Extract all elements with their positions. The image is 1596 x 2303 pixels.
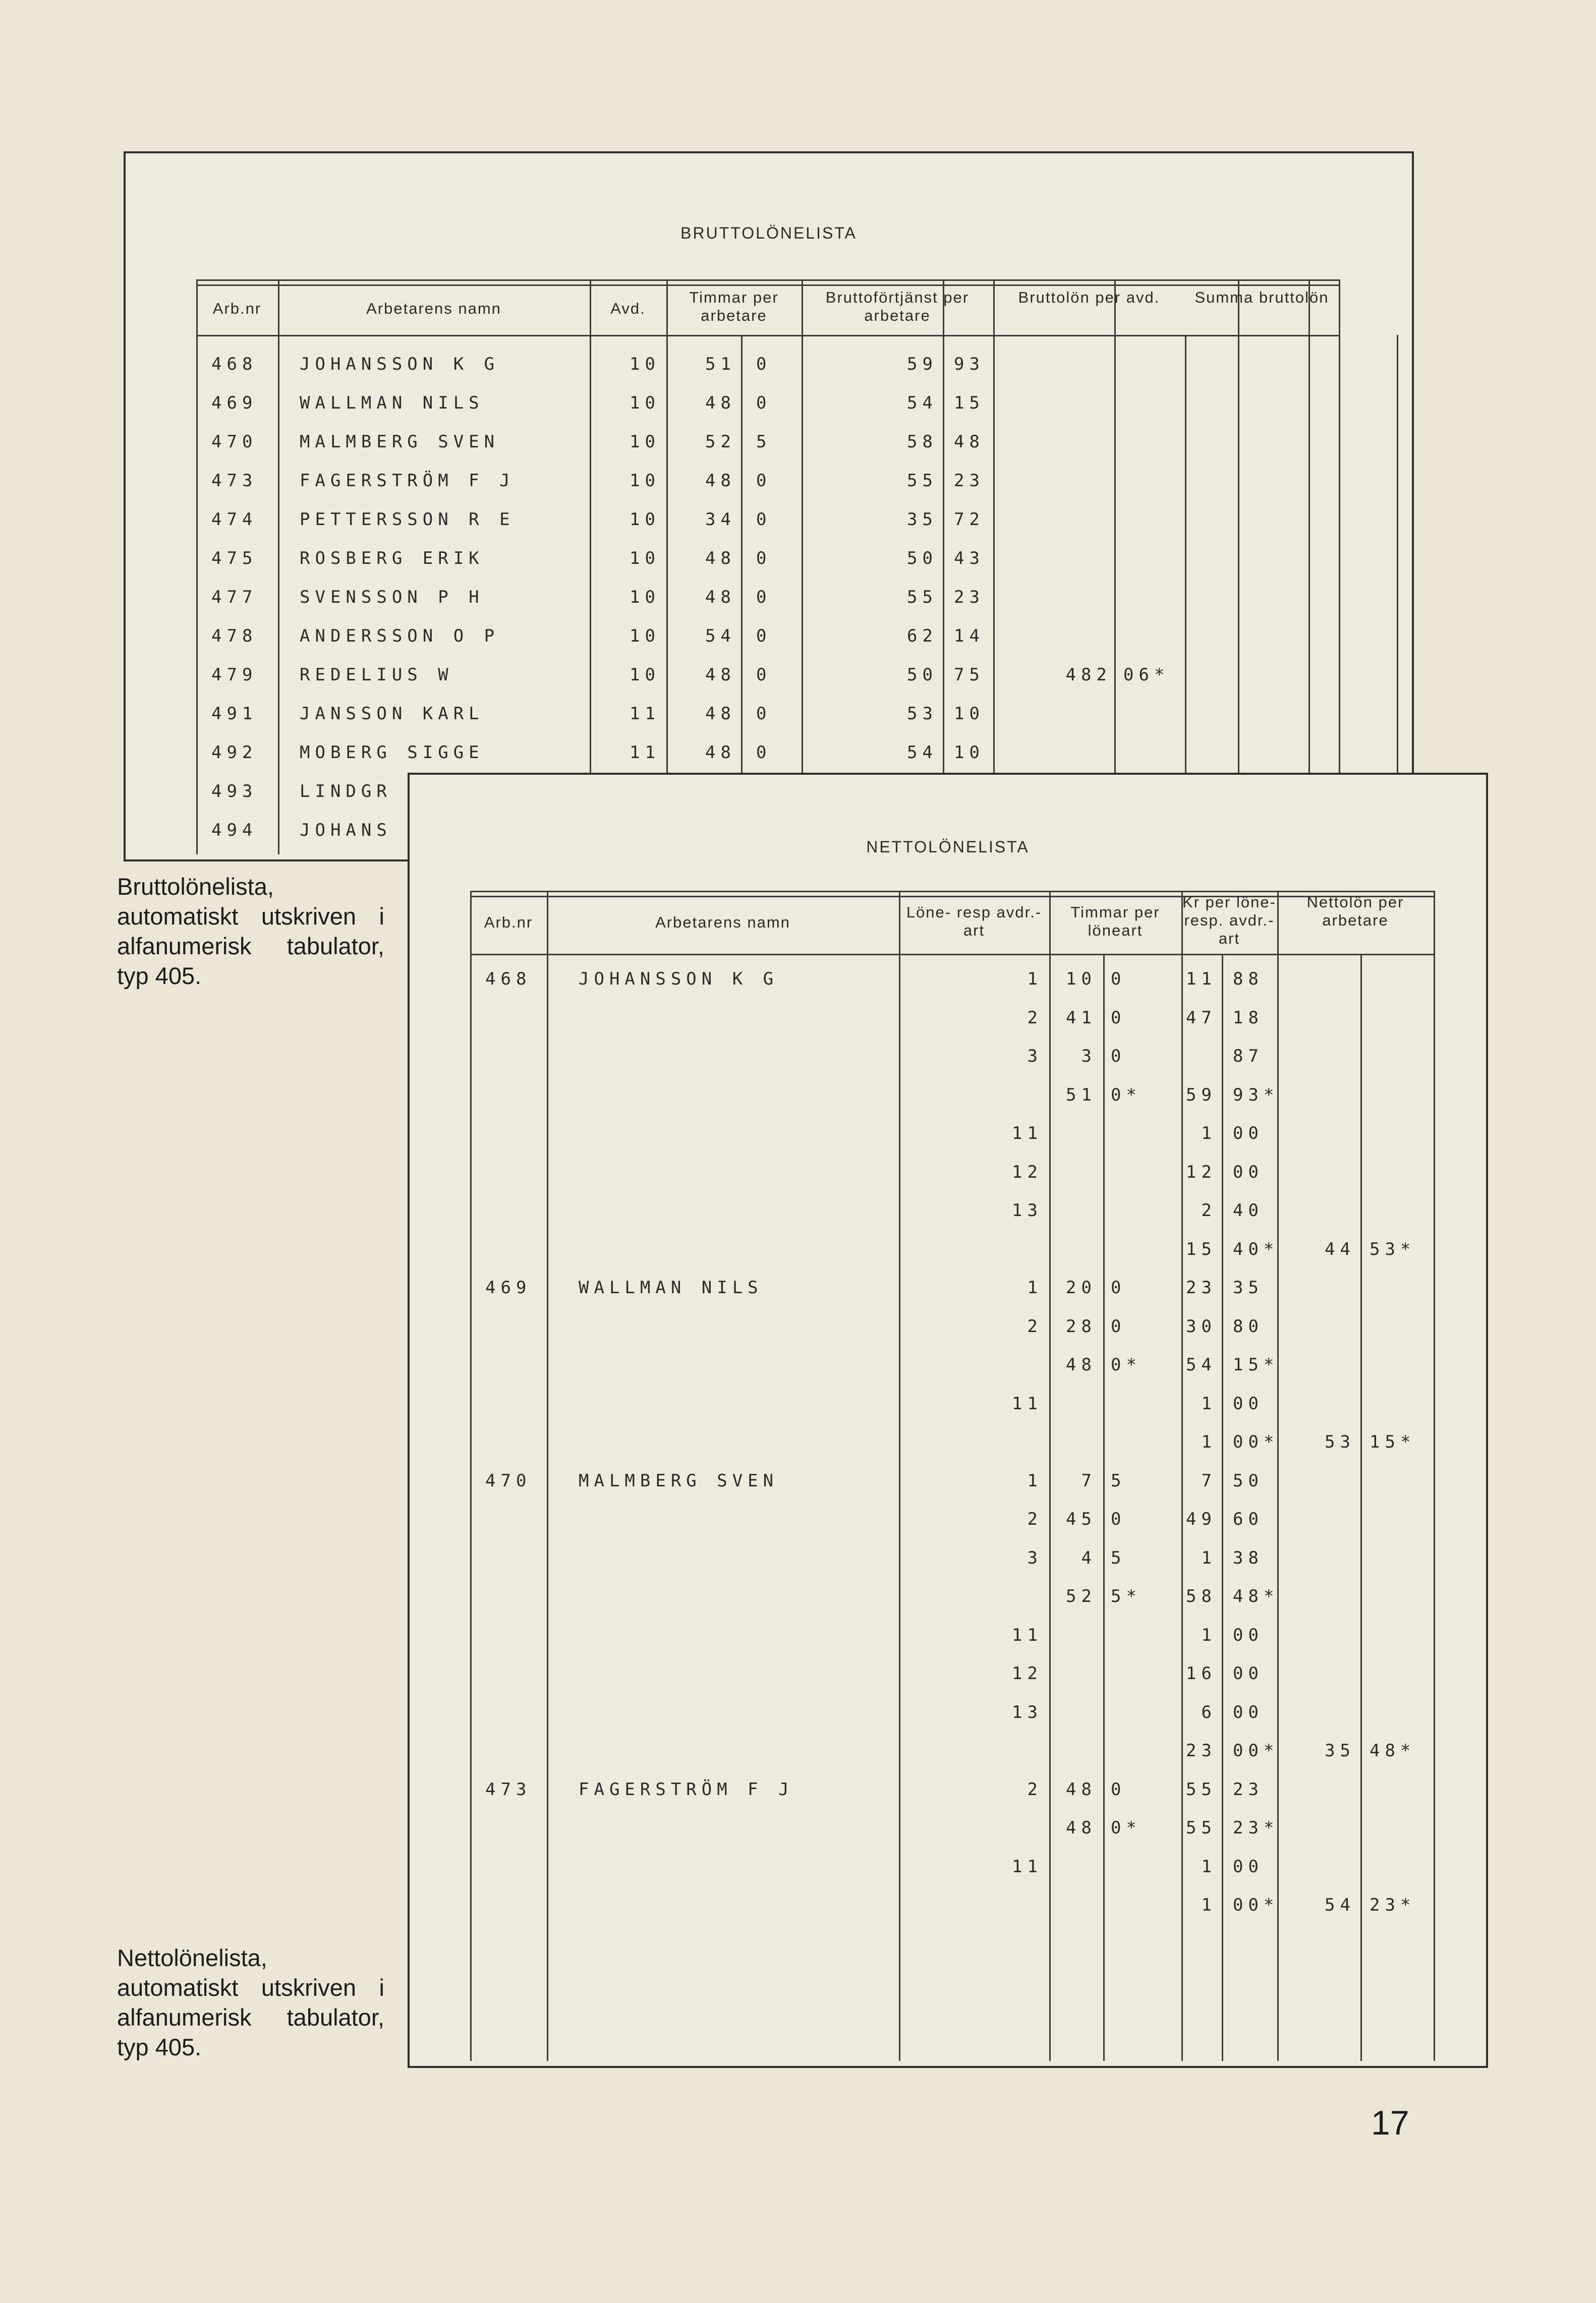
table-cell-tim: 51	[705, 354, 736, 374]
table-cell-timdec: 5	[1111, 1470, 1126, 1491]
table-cell-ore: 00	[1233, 1702, 1264, 1722]
table-cell-ore: 14	[954, 626, 985, 646]
table-cell-ore: 00	[1233, 1625, 1264, 1645]
net-sheet	[408, 773, 1488, 2068]
column-header-netto: Nettolön per arbetare	[1306, 893, 1404, 929]
table-cell-nr: 473	[211, 471, 258, 491]
column-rule	[196, 279, 198, 854]
table-cell-nr: 494	[211, 820, 258, 840]
table-cell-ore: 00	[1233, 1663, 1264, 1684]
table-cell-nr: 469	[485, 1278, 532, 1298]
table-cell-tim: 4	[1081, 1547, 1097, 1568]
gross-sheet	[124, 151, 1414, 861]
column-header-bruttofortjanst: Bruttoförtjänst per arbetare	[825, 289, 970, 324]
table-cell-ore: 00*	[1233, 1432, 1279, 1452]
table-cell-ore: 50	[1233, 1470, 1264, 1491]
table-cell-namn: JOHANSSON K G	[579, 969, 779, 989]
table-cell-namn: MALMBERG SVEN	[300, 432, 500, 452]
column-header-arbnr: Arb.nr	[484, 913, 533, 931]
table-cell-nr: 479	[211, 665, 258, 685]
table-cell-timdec: 0	[756, 587, 772, 607]
table-cell-tim: 48	[1066, 1818, 1097, 1838]
table-cell-timdec: 0*	[1111, 1818, 1142, 1838]
table-cell-namn: WALLMAN NILS	[579, 1278, 763, 1298]
table-cell-avd: 11	[630, 704, 660, 724]
column-header-arbnr: Arb.nr	[212, 300, 262, 317]
table-cell-ore: 48	[954, 432, 985, 452]
table-cell-avd: 10	[630, 509, 660, 530]
table-cell-timdec: 0	[1111, 1316, 1126, 1337]
table-cell-tim: 48	[705, 587, 736, 607]
table-cell-timdec: 0	[756, 354, 772, 374]
table-cell-kr: 58	[1186, 1586, 1217, 1606]
table-cell-kr: 12	[1186, 1162, 1217, 1182]
table-cell-kr: 1	[1201, 1625, 1217, 1645]
table-cell-nr: 473	[485, 1779, 532, 1800]
table-cell-kr: 30	[1186, 1316, 1217, 1337]
table-cell-tim: 7	[1081, 1470, 1097, 1491]
table-cell-kr: 23	[1186, 1278, 1217, 1298]
table-cell-nr: 468	[485, 969, 532, 989]
table-cell-art: 11	[1012, 1393, 1043, 1414]
table-cell-timdec: 0	[1111, 1509, 1126, 1529]
table-cell-ore: 15*	[1233, 1355, 1279, 1375]
table-cell-namn: JOHANS	[300, 820, 392, 840]
column-header-namn: Arbetarens namn	[366, 300, 501, 317]
table-cell-art: 3	[1027, 1547, 1043, 1568]
table-cell-ore: 40*	[1233, 1239, 1279, 1259]
table-cell-kr: 1	[1201, 1123, 1217, 1143]
table-cell-timdec: 0	[1111, 1007, 1126, 1028]
table-cell-tim: 28	[1066, 1316, 1097, 1337]
table-cell-tim: 3	[1081, 1046, 1097, 1066]
table-cell-ore: 60	[1233, 1509, 1264, 1529]
table-cell-art: 1	[1027, 1470, 1043, 1491]
table-cell-kr: 1	[1201, 1856, 1217, 1877]
table-cell-tim: 41	[1066, 1007, 1097, 1028]
table-cell-ore: 48*	[1233, 1586, 1279, 1606]
table-cell-kr: 54	[907, 393, 938, 413]
column-header-timmar: Timmar per löneart	[1070, 903, 1160, 939]
table-cell-nr: 492	[211, 742, 258, 763]
table-cell-art: 11	[1012, 1123, 1043, 1143]
gross-caption: Bruttolönelista, automatiskt utskriven i alfanumerisk tabulator, typ 405.	[117, 873, 384, 989]
table-cell-ore: 00	[1233, 1123, 1264, 1143]
table-cell-avd: 10	[630, 587, 660, 607]
table-cell-ore: 00	[1233, 1393, 1264, 1414]
table-top-rule	[196, 279, 1339, 281]
table-cell-tim: 54	[705, 626, 736, 646]
table-cell-kr: 1	[1201, 1432, 1217, 1452]
table-cell-ore: 87	[1233, 1046, 1264, 1066]
column-rule	[470, 891, 472, 2061]
table-cell-kr: 2	[1201, 1200, 1217, 1221]
column-header-bruttolon: Bruttolön per avd.	[1018, 289, 1160, 306]
table-cell-art: 11	[1012, 1856, 1043, 1877]
table-cell-tim: 48	[705, 548, 736, 568]
table-cell-timdec: 0*	[1111, 1084, 1142, 1105]
table-cell-kr: 7	[1201, 1470, 1217, 1491]
table-cell-art: 2	[1027, 1316, 1043, 1337]
table-cell-tim: 48	[1066, 1779, 1097, 1800]
table-cell-avd: 10	[630, 432, 660, 452]
table-cell-timdec: 0	[1111, 1046, 1126, 1066]
table-cell-ore: 23	[954, 471, 985, 491]
table-cell-tim: 34	[705, 509, 736, 530]
table-cell-ore: 88	[1233, 969, 1264, 989]
table-cell-timdec: 0	[756, 509, 772, 530]
table-cell-namn: LINDGR	[300, 781, 392, 801]
table-cell-kr: 15	[1186, 1239, 1217, 1259]
table-cell-tim: 10	[1066, 969, 1097, 989]
table-cell-avd: 10	[630, 354, 660, 374]
table-cell-timdec: 0	[1111, 1278, 1126, 1298]
table-cell-namn: SVENSSON P H	[300, 587, 484, 607]
net-table	[470, 891, 1434, 2061]
table-cell-nore: 23*	[1370, 1895, 1416, 1915]
table-cell-tim: 48	[1066, 1355, 1097, 1375]
table-cell-timdec: 0	[756, 548, 772, 568]
table-cell-tim: 48	[705, 393, 736, 413]
table-cell-tim: 48	[705, 704, 736, 724]
table-cell-avd: 10	[630, 471, 660, 491]
table-cell-namn: WALLMAN NILS	[300, 393, 484, 413]
table-cell-tim: 52	[1066, 1586, 1097, 1606]
table-cell-ore: 00*	[1233, 1741, 1279, 1761]
table-cell-namn: ROSBERG ERIK	[300, 548, 484, 568]
table-cell-kr: 1	[1201, 1393, 1217, 1414]
table-cell-kr: 1	[1201, 1547, 1217, 1568]
table-cell-ore: 23	[1233, 1779, 1264, 1800]
column-rule	[943, 279, 944, 854]
table-cell-nr: 474	[211, 509, 258, 530]
page-number: 17	[1371, 2104, 1409, 2142]
table-cell-kr: 50	[907, 665, 938, 685]
table-header-rule	[470, 954, 1434, 955]
table-cell-ore: 35	[1233, 1278, 1264, 1298]
table-cell-ore: 18	[1233, 1007, 1264, 1028]
table-cell-ore: 72	[954, 509, 985, 530]
table-cell-kr: 59	[1186, 1084, 1217, 1105]
table-cell-namn: ANDERSSON O P	[300, 626, 500, 646]
table-cell-ore: 23	[954, 587, 985, 607]
column-header-avd: Avd.	[610, 300, 646, 317]
table-cell-tim: 48	[705, 742, 736, 763]
table-cell-timdec: 0	[756, 471, 772, 491]
table-cell-nr: 493	[211, 781, 258, 801]
table-cell-art: 11	[1012, 1625, 1043, 1645]
table-cell-ore: 93*	[1233, 1084, 1279, 1105]
table-cell-kr: 16	[1186, 1663, 1217, 1684]
table-cell-ore: 23*	[1233, 1818, 1279, 1838]
table-cell-art: 13	[1012, 1200, 1043, 1221]
table-cell-namn: JANSSON KARL	[300, 704, 484, 724]
table-cell-avd: 10	[630, 548, 660, 568]
table-cell-avd: 10	[630, 665, 660, 685]
table-cell-kr: 23	[1186, 1741, 1217, 1761]
column-rule	[993, 279, 995, 854]
table-cell-nr: 470	[485, 1470, 532, 1491]
table-cell-ore: 38	[1233, 1547, 1264, 1568]
table-cell-nkr: 54	[1325, 1895, 1355, 1915]
table-cell-kr: 54	[907, 742, 938, 763]
table-top-rule	[470, 891, 1434, 892]
table-cell-art: 3	[1027, 1046, 1043, 1066]
table-cell-kr: 50	[907, 548, 938, 568]
table-cell-kr: 49	[1186, 1509, 1217, 1529]
column-rule	[1308, 279, 1310, 854]
table-cell-art: 1	[1027, 1278, 1043, 1298]
column-rule	[1339, 279, 1340, 854]
table-header-rule	[196, 335, 1339, 336]
gross-table	[196, 279, 1339, 854]
table-cell-timdec: 0	[1111, 1779, 1126, 1800]
net-title: NETTOLÖNELISTA	[866, 838, 1030, 856]
table-cell-avdkr: 482	[1065, 665, 1112, 685]
table-cell-timdec: 0	[756, 704, 772, 724]
table-cell-kr: 55	[1186, 1779, 1217, 1800]
table-cell-timdec: 5	[1111, 1547, 1126, 1568]
table-cell-art: 1	[1027, 969, 1043, 989]
table-cell-ore: 15	[954, 393, 985, 413]
table-cell-kr: 55	[907, 471, 938, 491]
table-cell-ore: 75	[954, 665, 985, 685]
table-cell-nr: 475	[211, 548, 258, 568]
table-cell-namn: REDELIUS W	[300, 665, 453, 685]
table-cell-namn: MOBERG SIGGE	[300, 742, 484, 763]
table-cell-kr: 47	[1186, 1007, 1217, 1028]
column-rule	[1360, 954, 1362, 2061]
column-rule	[1114, 279, 1116, 854]
table-cell-nore: 15*	[1370, 1432, 1416, 1452]
table-cell-tim: 51	[1066, 1084, 1097, 1105]
table-cell-namn: PETTERSSON R E	[300, 509, 515, 530]
column-header-kr: Kr per löne- resp. avdr.-art	[1182, 893, 1276, 947]
table-cell-tim: 48	[705, 471, 736, 491]
column-header-art: Löne- resp avdr.-art	[906, 903, 1042, 939]
table-cell-ore: 93	[954, 354, 985, 374]
gross-title: BRUTTOLÖNELISTA	[680, 224, 857, 242]
table-cell-kr: 35	[907, 509, 938, 530]
table-cell-ore: 40	[1233, 1200, 1264, 1221]
table-cell-namn: MALMBERG SVEN	[579, 1470, 779, 1491]
table-cell-kr: 11	[1186, 969, 1217, 989]
table-cell-kr: 55	[1186, 1818, 1217, 1838]
table-cell-timdec: 5*	[1111, 1586, 1142, 1606]
table-cell-nr: 468	[211, 354, 258, 374]
table-cell-ore: 00	[1233, 1856, 1264, 1877]
table-cell-kr: 55	[907, 587, 938, 607]
table-cell-timdec: 5	[756, 432, 772, 452]
table-cell-nkr: 53	[1325, 1432, 1355, 1452]
table-cell-ore: 00*	[1233, 1895, 1279, 1915]
column-header-summa: Summa bruttolön	[1194, 289, 1329, 306]
table-cell-avd: 11	[630, 742, 660, 763]
table-cell-ore: 00	[1233, 1162, 1264, 1182]
table-cell-tim: 52	[705, 432, 736, 452]
table-cell-ore: 80	[1233, 1316, 1264, 1337]
table-cell-timdec: 0	[756, 626, 772, 646]
table-cell-namn: FAGERSTRÖM F J	[300, 471, 515, 491]
table-cell-avd: 10	[630, 393, 660, 413]
table-cell-art: 2	[1027, 1779, 1043, 1800]
table-cell-nkr: 35	[1325, 1741, 1355, 1761]
table-cell-timdec: 0	[1111, 969, 1126, 989]
table-cell-ore: 43	[954, 548, 985, 568]
table-cell-avdore: 06*	[1123, 665, 1170, 685]
table-cell-nkr: 44	[1325, 1239, 1355, 1259]
table-cell-tim: 20	[1066, 1278, 1097, 1298]
table-cell-nr: 477	[211, 587, 258, 607]
column-rule	[1434, 891, 1435, 2061]
column-rule	[278, 279, 279, 854]
table-cell-kr: 6	[1201, 1702, 1217, 1722]
table-cell-nr: 491	[211, 704, 258, 724]
column-header-namn: Arbetarens namn	[655, 913, 790, 931]
table-cell-timdec: 0*	[1111, 1355, 1142, 1375]
table-cell-ore: 10	[954, 742, 985, 763]
table-cell-nr: 469	[211, 393, 258, 413]
column-rule	[1238, 279, 1239, 854]
table-cell-art: 2	[1027, 1007, 1043, 1028]
table-cell-ore: 10	[954, 704, 985, 724]
table-cell-avd: 10	[630, 626, 660, 646]
table-cell-nr: 478	[211, 626, 258, 646]
table-cell-art: 2	[1027, 1509, 1043, 1529]
table-cell-kr: 54	[1186, 1355, 1217, 1375]
table-cell-kr: 58	[907, 432, 938, 452]
table-cell-timdec: 0	[756, 665, 772, 685]
table-cell-tim: 45	[1066, 1509, 1097, 1529]
table-top-rule	[196, 284, 1339, 286]
net-caption: Nettolönelista, automatiskt utskriven i alfanumerisk tabulator, typ 405.	[117, 1944, 384, 2060]
table-cell-kr: 53	[907, 704, 938, 724]
table-cell-namn: JOHANSSON K G	[300, 354, 500, 374]
table-cell-nr: 470	[211, 432, 258, 452]
table-cell-tim: 48	[705, 665, 736, 685]
table-cell-namn: FAGERSTRÖM F J	[579, 1779, 794, 1800]
column-header-timmar: Timmar per arbetare	[689, 289, 779, 324]
column-rule	[1277, 891, 1279, 2061]
table-cell-nore: 48*	[1370, 1741, 1416, 1761]
table-cell-nore: 53*	[1370, 1239, 1416, 1259]
table-cell-timdec: 0	[756, 393, 772, 413]
table-cell-art: 13	[1012, 1702, 1043, 1722]
table-cell-timdec: 0	[756, 742, 772, 763]
column-rule	[547, 891, 548, 2061]
table-cell-kr: 1	[1201, 1895, 1217, 1915]
table-cell-art: 12	[1012, 1663, 1043, 1684]
table-cell-kr: 59	[907, 354, 938, 374]
table-cell-art: 12	[1012, 1162, 1043, 1182]
table-cell-kr: 62	[907, 626, 938, 646]
